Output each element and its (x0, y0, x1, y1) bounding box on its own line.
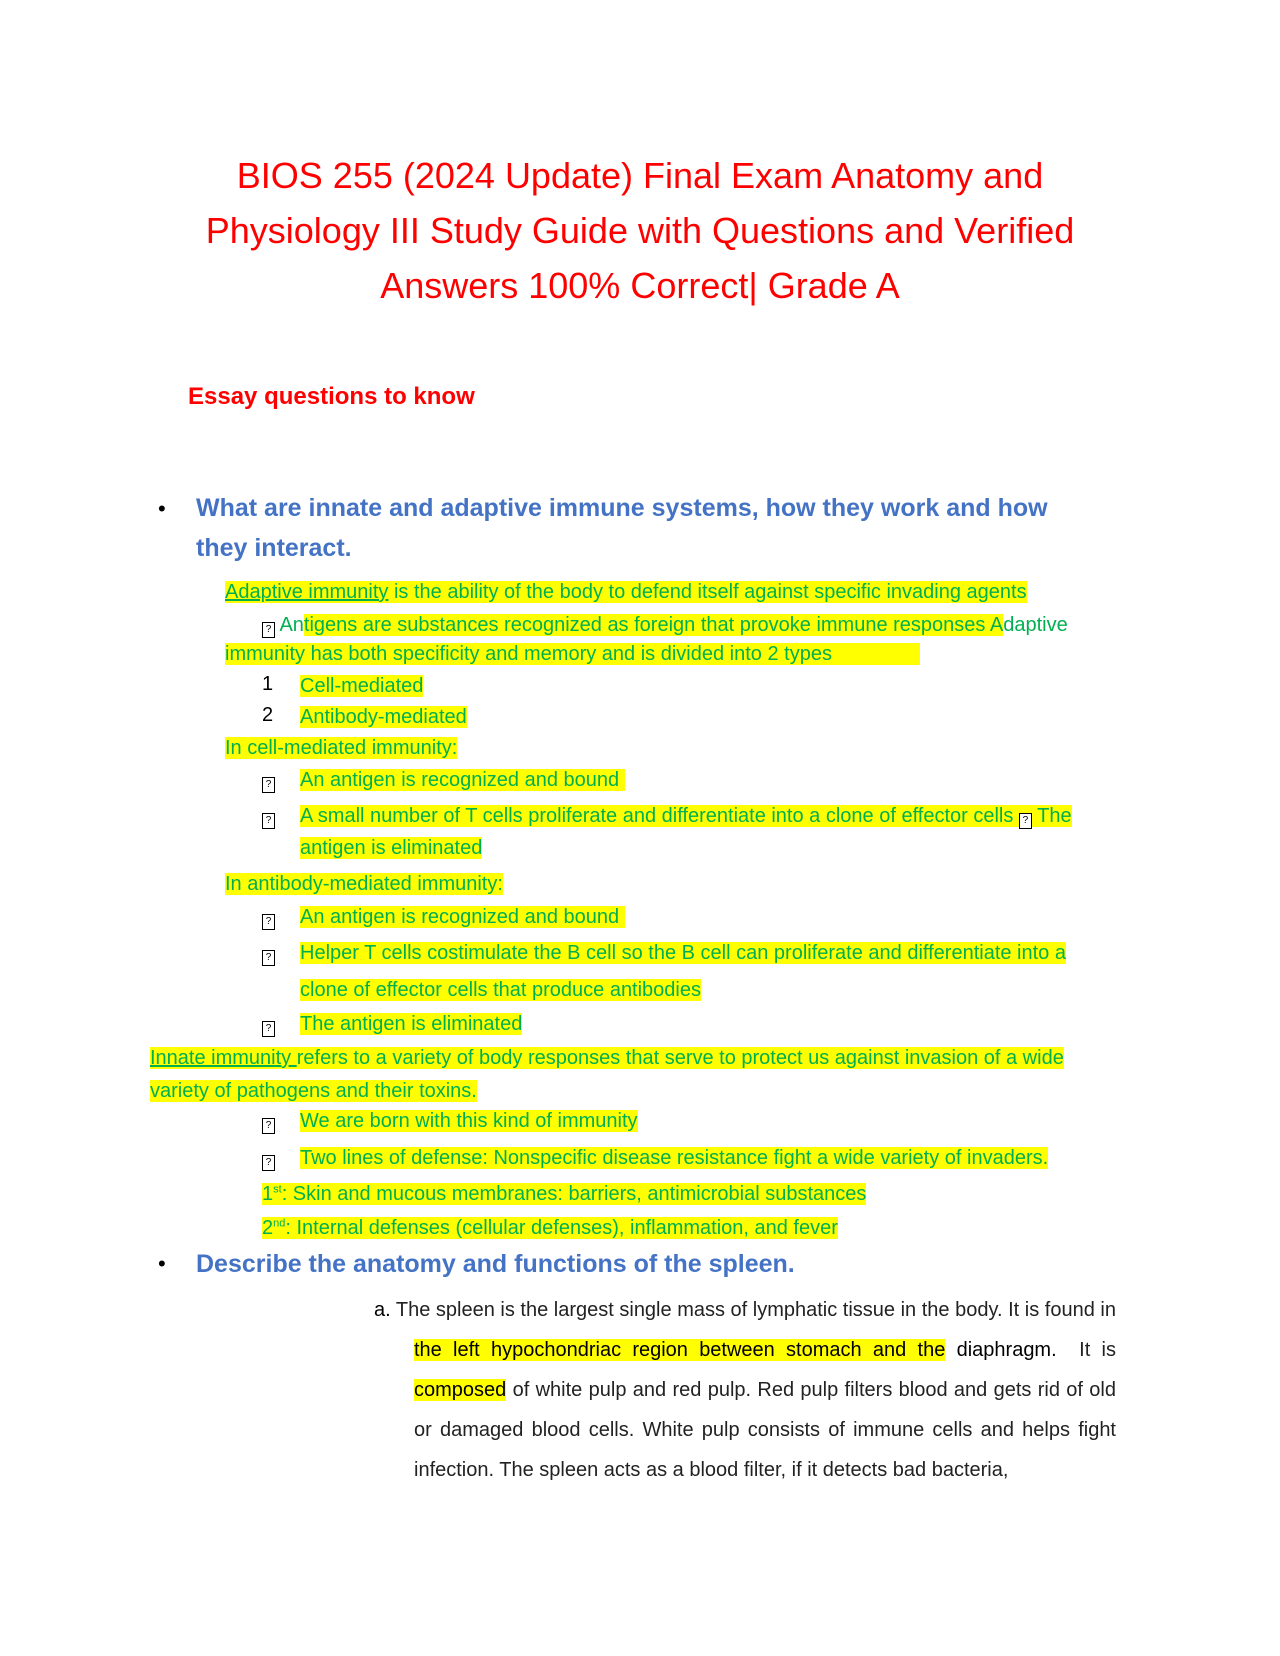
bullet-dot: • (158, 1251, 166, 1276)
missing-glyph-icon: ? (262, 813, 275, 829)
antibody-mediated-heading: In antibody-mediated immunity: (225, 873, 503, 895)
missing-glyph-icon: ? (1019, 813, 1032, 829)
missing-glyph-icon: ? (262, 914, 275, 930)
innate-definition-1: Innate immunity refers to a variety of body responses that serve to protect us against invasion of a wide (150, 1047, 1064, 1069)
question-1-line-2: they interact. (196, 534, 352, 562)
title-line-2: Physiology III Study Guide with Questions and Verified (205, 210, 1075, 251)
section-heading: Essay questions to know (188, 383, 475, 410)
spleen-paragraph: a. The spleen is the largest single mass of lymphatic tissue in the body. It is found in the left hypochondriac region between stomach and the diaphragm. It is composed of white pulp and red pulp. Red pulp filters blood and gets rid of old or damaged blood cells. White pulp consists of immune cells and helps fight infection. The spleen acts as a blood filter, if it detects bad bacteria, (374, 1299, 1116, 1481)
list-label: a. (374, 1299, 391, 1321)
list-marker (262, 766, 275, 794)
cell-mediated-item-2: A small number of T cells proliferate and differentiate into a clone of effector cells ? The (300, 805, 1072, 827)
missing-glyph-icon: ? (262, 777, 275, 793)
antigens-line-1: ? Antigens are substances recognized as foreign that provoke immune responses Adaptive (262, 611, 1068, 639)
antibody-item-1: An antigen is recognized and bound (300, 903, 625, 931)
missing-glyph-icon: ? (262, 1021, 275, 1037)
list-marker (262, 1144, 275, 1172)
antibody-item-3: The antigen is eliminated (300, 1013, 523, 1035)
list-marker (262, 1107, 275, 1135)
list-marker (262, 939, 275, 967)
innate-line-first: 1st: Skin and mucous membranes: barriers, antimicrobial substances (262, 1183, 867, 1205)
list-number: 2 (262, 704, 274, 726)
list-marker (262, 903, 275, 931)
antibody-item-2-cont: clone of effector cells that produce antibodies (300, 979, 701, 1001)
list-number: 1 (262, 673, 274, 695)
spleen-answer (374, 1290, 1116, 1490)
document-title (150, 148, 1130, 313)
missing-glyph-icon: ? (262, 622, 275, 638)
cell-mediated-item-1: An antigen is recognized and bound (300, 766, 625, 794)
type-cell-mediated: Cell-mediated (300, 675, 424, 697)
missing-glyph-icon: ? (262, 950, 275, 966)
antibody-item-2: Helper T cells costimulate the B cell so the B cell can proliferate and differentiate into a (300, 942, 1066, 964)
innate-item-2: Two lines of defense: Nonspecific disease resistance fight a wide variety of invaders. (300, 1147, 1049, 1169)
innate-definition-2: variety of pathogens and their toxins. (150, 1080, 477, 1102)
cell-mediated-item-3: antigen is eliminated (300, 837, 483, 859)
cell-mediated-heading: In cell-mediated immunity: (225, 737, 458, 759)
innate-line-second: 2nd: Internal defenses (cellular defenses), inflammation, and fever (262, 1217, 838, 1239)
missing-glyph-icon: ? (262, 1118, 275, 1134)
list-marker (262, 1010, 275, 1038)
question-2: Describe the anatomy and functions of the spleen. (196, 1250, 795, 1278)
type-antibody-mediated: Antibody-mediated (300, 706, 467, 728)
title-line-3: Answers 100% Correct| Grade A (380, 265, 900, 306)
antigens-line-2: immunity has both specificity and memory and is divided into 2 types (225, 640, 920, 668)
title-line-1: BIOS 255 (2024 Update) Final Exam Anatomy and (236, 155, 1044, 196)
question-1-line-1: What are innate and adaptive immune systems, how they work and how (196, 494, 1048, 522)
adaptive-definition: Adaptive immunity is the ability of the body to defend itself against specific invading agents (225, 581, 1027, 603)
list-marker (262, 802, 275, 830)
innate-item-1: We are born with this kind of immunity (300, 1110, 638, 1132)
missing-glyph-icon: ? (262, 1155, 275, 1171)
bullet-dot: • (158, 496, 166, 521)
